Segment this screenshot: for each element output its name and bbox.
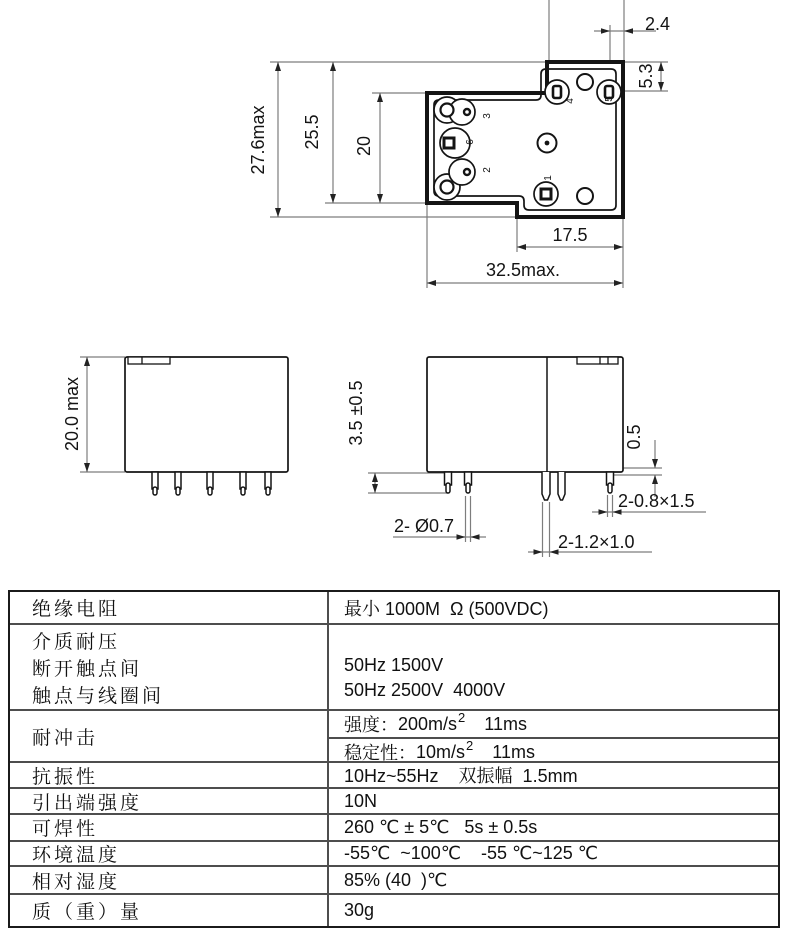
pin-label-4: 4 <box>565 98 576 104</box>
shock-strength-value: 200m/s <box>398 713 458 734</box>
shock-stability-duration: 11ms <box>472 741 535 762</box>
shock-strength-line <box>329 711 778 737</box>
table-row <box>10 840 778 865</box>
top-view-drawing <box>0 0 790 300</box>
table-row <box>10 893 778 926</box>
row-label: 相对湿度 <box>10 867 329 893</box>
dim-label-round-pins: 2- Ø0.7 <box>394 516 455 536</box>
dim-label-pin-offset-x: 2.4 <box>645 14 671 34</box>
front-view-drawing <box>0 300 340 585</box>
pin-label-3: 3 <box>482 113 493 119</box>
dim-label-flat-pins-large: 2-1.2×1.0 <box>558 532 635 552</box>
extension-lines <box>80 357 125 472</box>
row-value: -55℃ ~100℃ -55 ℃~125 ℃ <box>344 843 598 863</box>
pin-label-1: 1 <box>543 175 554 181</box>
pin-label-2: 2 <box>482 167 493 173</box>
relay-case-front <box>125 357 288 472</box>
pin-label-6: 6 <box>465 139 476 145</box>
table-row <box>10 787 778 813</box>
spec-table <box>8 590 780 928</box>
value-line: 50Hz 1500V <box>344 655 444 675</box>
label-line: 断开触点间 <box>32 659 143 680</box>
label-line: 触点与线圈间 <box>32 686 165 707</box>
dim-label-height-total: 27.6max <box>248 105 268 175</box>
row-value: 85% (40 )℃ <box>344 869 448 890</box>
row-value: 10Hz~55Hz 双振幅 1.5mm <box>344 766 578 786</box>
pin-label-5: 5 <box>604 96 615 102</box>
side-view-drawing <box>340 300 790 585</box>
dim-label-front-height: 20.0 max <box>62 376 82 452</box>
row-label: 可焊性 <box>10 815 329 840</box>
shock-strength-label: 强度： <box>344 715 398 735</box>
dim-label-height-pins: 20 <box>354 135 374 157</box>
row-value: 30g <box>344 900 375 920</box>
table-row <box>10 865 778 893</box>
shock-stability-label: 稳定性： <box>344 743 416 763</box>
dim-label-width-pins: 17.5 <box>552 225 588 245</box>
side-pins <box>445 472 614 500</box>
row-value: 最小 1000M Ω (500VDC) <box>344 598 549 619</box>
row-label: 引出端强度 <box>10 789 329 813</box>
case-vent-tab <box>128 357 170 364</box>
relay-case-side <box>427 357 623 472</box>
label-line: 介质耐压 <box>32 632 121 653</box>
table-row <box>10 709 778 761</box>
table-row <box>10 761 778 787</box>
value-line: 50Hz 2500V 4000V <box>344 680 506 700</box>
row-label: 抗振性 <box>10 763 329 787</box>
dim-label-pin-offset-y: 5.3 <box>636 63 656 89</box>
dim-label-width-total: 32.5max. <box>485 260 561 280</box>
front-pins <box>152 472 271 495</box>
row-label: 绝缘电阻 <box>10 592 329 623</box>
shock-strength-sup: 2 <box>458 709 466 725</box>
case-vent-tab <box>577 357 618 364</box>
shock-stability-sup: 2 <box>466 737 474 753</box>
row-value <box>329 711 778 761</box>
row-label: 质（重）量 <box>10 895 329 926</box>
row-value <box>329 625 778 709</box>
row-label: 耐冲击 <box>10 711 329 761</box>
table-row <box>10 813 778 840</box>
row-value: 10N <box>344 790 378 811</box>
table-row <box>10 592 778 623</box>
table-row <box>10 623 778 709</box>
shock-stability-value: 10m/s <box>416 741 466 762</box>
row-label: 环境温度 <box>10 842 329 865</box>
dim-label-height-body: 25.5 <box>302 114 322 150</box>
shock-strength-duration: 11ms <box>464 713 527 734</box>
dim-label-standoff: 3.5 ±0.5 <box>346 380 366 446</box>
dim-label-flat-pins-small: 2-0.8×1.5 <box>618 491 695 511</box>
dim-label-pin-step: 0.5 <box>624 424 644 450</box>
row-value: 260 ℃ ± 5℃ 5s ± 0.5s <box>344 817 538 837</box>
row-label <box>10 625 329 709</box>
